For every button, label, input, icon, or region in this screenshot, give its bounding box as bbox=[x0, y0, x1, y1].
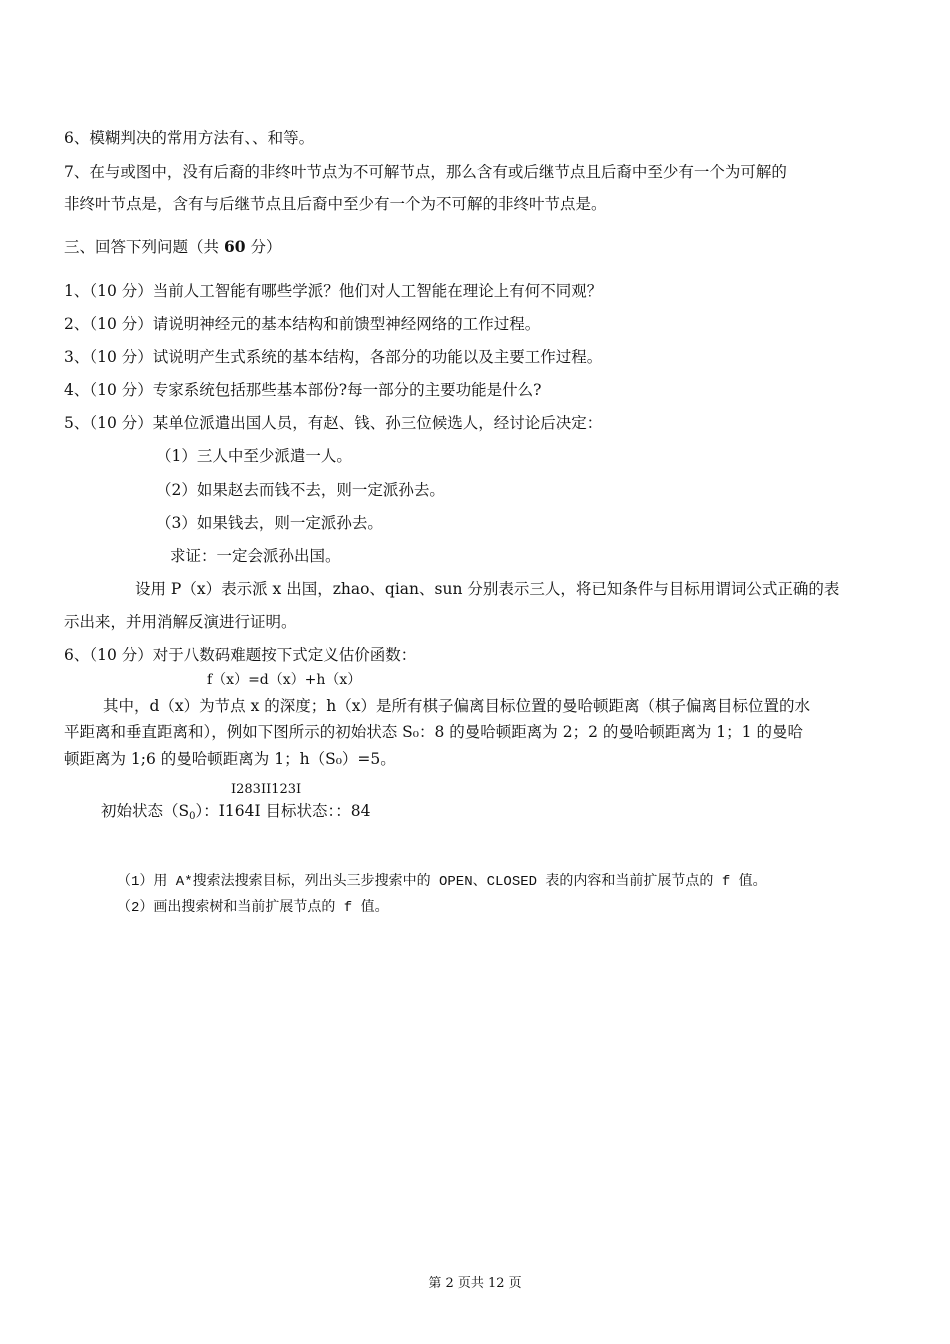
question-6-desc-line2: 平距离和垂直距离和），例如下图所示的初始状态 S₀：8 的曼哈顿距离为 2；2 的曼哈顿距离为 1；1 的曼哈 bbox=[64, 723, 803, 741]
question-5-condition-2: （2）如果赵去而钱不去，则一定派孙去。 bbox=[156, 481, 445, 499]
question-6-desc-line1: 其中，d（x）为节点 x 的深度；h（x）是所有棋子偏离目标位置的曼哈顿距离（棋子偏离目标位置的水 bbox=[103, 697, 810, 715]
puzzle-state-rest: ）：I164I 目标状态：：84 bbox=[195, 802, 371, 820]
initial-state-subscript: 0 bbox=[189, 811, 196, 822]
section-heading-suffix: 分） bbox=[245, 238, 282, 256]
initial-state-label: 初始状态（S bbox=[101, 802, 190, 820]
question-5-condition-3: （3）如果钱去，则一定派孙去。 bbox=[156, 514, 383, 532]
question-5-prove: 求证：一定会派孙出国。 bbox=[170, 547, 341, 565]
question-6-formula: f（x）=d（x）+h（x） bbox=[207, 672, 362, 688]
question-6: 6、（10 分）对于八数码难题按下式定义估价函数： bbox=[64, 646, 417, 664]
fill-in-q7-line1: 7、在与或图中，没有后裔的非终叶节点为不可解节点，那么含有或后继节点且后裔中至少有一个为可解的 bbox=[64, 163, 787, 181]
question-2: 2、（10 分）请说明神经元的基本结构和前馈型神经网络的工作过程。 bbox=[64, 315, 541, 333]
question-5-note-line1: 设用 P（x）表示派 x 出国，zhao、qian、sun 分别表示三人，将已知条件与目标用谓词公式正确的表 bbox=[135, 580, 840, 598]
fill-in-q7-line2: 非终叶节点是，含有与后继节点且后裔中至少有一个为不可解的非终叶节点是。 bbox=[64, 195, 607, 213]
page-footer: 第 2 页共 12 页 bbox=[428, 1276, 522, 1291]
section-heading-score: 60 bbox=[223, 237, 246, 256]
puzzle-grid-top-row: I283II123I bbox=[231, 782, 302, 797]
fill-in-q6: 6、模糊判决的常用方法有、、和等。 bbox=[64, 129, 315, 147]
question-5-note-line2: 示出来，并用消解反演进行证明。 bbox=[64, 613, 297, 631]
question-6-desc-line3: 顿距离为 1;6 的曼哈顿距离为 1；h（S₀）=5。 bbox=[64, 750, 396, 768]
question-5: 5、（10 分）某单位派遣出国人员，有赵、钱、孙三位候选人，经讨论后决定： bbox=[64, 414, 603, 432]
puzzle-state-line bbox=[101, 801, 370, 821]
question-6-subtask-1: （1）用 A*搜索法搜索目标，列出头三步搜索中的 OPEN、CLOSED 表的内容和当前扩展节点的 f 值。 bbox=[117, 874, 767, 890]
question-6-subtask-2: （2）画出搜索树和当前扩展节点的 f 值。 bbox=[117, 900, 389, 916]
question-5-condition-1: （1）三人中至少派遣一人。 bbox=[156, 447, 352, 465]
question-4: 4、（10 分）专家系统包括那些基本部份?每一部分的主要功能是什么? bbox=[64, 381, 542, 399]
question-1: 1、（10 分）当前人工智能有哪些学派？他们对人工智能在理论上有何不同观？ bbox=[64, 282, 603, 300]
section-heading-prefix: 三、回答下列问题（共 bbox=[64, 238, 224, 256]
question-3: 3、（10 分）试说明产生式系统的基本结构，各部分的功能以及主要工作过程。 bbox=[64, 348, 603, 366]
section-heading bbox=[64, 237, 281, 257]
